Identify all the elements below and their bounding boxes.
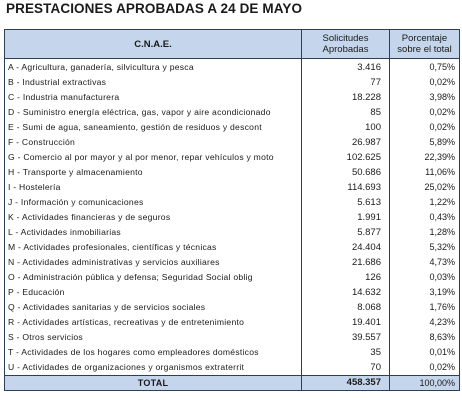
row-percentage: 8,63%	[390, 330, 460, 345]
table-row	[5, 135, 460, 150]
row-label: I - Hostelería	[5, 180, 302, 195]
row-value: 26.987	[302, 135, 390, 150]
row-label: R - Actividades artísticas, recreativas y de entretenimiento	[5, 315, 302, 330]
table-row	[5, 180, 460, 195]
table-row	[5, 285, 460, 300]
row-percentage: 1,22%	[390, 195, 460, 210]
row-percentage: 0,02%	[390, 120, 460, 135]
row-value: 5.877	[302, 225, 390, 240]
total-row	[5, 376, 460, 391]
row-value: 18.228	[302, 90, 390, 105]
row-label: P - Educación	[5, 285, 302, 300]
row-label: F - Construcción	[5, 135, 302, 150]
row-label: H - Transporte y almacenamiento	[5, 165, 302, 180]
row-percentage: 0,02%	[390, 360, 460, 376]
row-percentage: 0,01%	[390, 345, 460, 360]
row-value: 35	[302, 345, 390, 360]
table-row	[5, 59, 460, 76]
row-value: 39.557	[302, 330, 390, 345]
row-percentage: 0,03%	[390, 270, 460, 285]
row-percentage: 0,02%	[390, 105, 460, 120]
row-percentage: 0,75%	[390, 59, 460, 76]
row-percentage: 0,43%	[390, 210, 460, 225]
row-label: E - Sumi de agua, saneamiento, gestión de residuos y descont	[5, 120, 302, 135]
table-row	[5, 270, 460, 285]
table-row	[5, 75, 460, 90]
row-percentage: 22,39%	[390, 150, 460, 165]
row-label: B - Industrial extractivas	[5, 75, 302, 90]
row-percentage: 0,02%	[390, 75, 460, 90]
header-solicitudes-line2: Aprobadas	[322, 44, 369, 55]
table-row	[5, 240, 460, 255]
row-percentage: 5,89%	[390, 135, 460, 150]
row-value: 102.625	[302, 150, 390, 165]
table-row	[5, 330, 460, 345]
row-label: M - Actividades profesionales, científicas y técnicas	[5, 240, 302, 255]
row-label: O - Administración pública y defensa; Seguridad Social oblig	[5, 270, 302, 285]
row-label: K - Actividades financieras y de seguros	[5, 210, 302, 225]
total-label: TOTAL	[5, 376, 302, 391]
row-value: 8.068	[302, 300, 390, 315]
prestaciones-table	[4, 29, 460, 391]
header-solicitudes-line1: Solicitudes	[322, 33, 369, 44]
row-percentage: 5,32%	[390, 240, 460, 255]
header-porcentaje	[390, 30, 460, 59]
table-row	[5, 210, 460, 225]
row-label: C - Industria manufacturera	[5, 90, 302, 105]
row-value: 1.991	[302, 210, 390, 225]
table-row	[5, 165, 460, 180]
table-row	[5, 150, 460, 165]
row-value: 77	[302, 75, 390, 90]
row-value: 14.632	[302, 285, 390, 300]
row-percentage: 1,76%	[390, 300, 460, 315]
table-row	[5, 360, 460, 376]
row-value: 126	[302, 270, 390, 285]
row-value: 114.693	[302, 180, 390, 195]
page-title: PRESTACIONES APROBADAS A 24 DE MAYO	[6, 1, 303, 16]
table-body	[5, 59, 460, 376]
table-row	[5, 300, 460, 315]
row-label: D - Suministro energía eléctrica, gas, vapor y aire acondicionado	[5, 105, 302, 120]
table-row	[5, 105, 460, 120]
header-porcentaje-line1: Porcentaje	[401, 33, 448, 44]
header-cnae: C.N.A.E.	[5, 30, 302, 59]
row-label: Q - Actividades sanitarias y de servicios sociales	[5, 300, 302, 315]
row-label: S - Otros servicios	[5, 330, 302, 345]
row-value: 19.401	[302, 315, 390, 330]
table-row	[5, 315, 460, 330]
row-percentage: 3,19%	[390, 285, 460, 300]
row-value: 5.613	[302, 195, 390, 210]
row-value: 100	[302, 120, 390, 135]
table-row	[5, 255, 460, 270]
table-header-row	[5, 30, 460, 59]
row-label: U - Actividades de organizaciones y organismos extraterrit	[5, 360, 302, 376]
row-percentage: 4,73%	[390, 255, 460, 270]
row-label: L - Actividades inmobiliarias	[5, 225, 302, 240]
table-row	[5, 225, 460, 240]
row-label: J - Información y comunicaciones	[5, 195, 302, 210]
row-label: N - Actividades administrativas y servicios auxiliares	[5, 255, 302, 270]
table-row	[5, 90, 460, 105]
row-percentage: 1,28%	[390, 225, 460, 240]
row-label: A - Agricultura, ganadería, silvicultura y pesca	[5, 59, 302, 76]
row-label: T - Actividades de los hogares como empleadores domésticos	[5, 345, 302, 360]
row-value: 21.686	[302, 255, 390, 270]
row-value: 85	[302, 105, 390, 120]
row-value: 50.686	[302, 165, 390, 180]
table-row	[5, 345, 460, 360]
total-percentage: 100,00%	[390, 376, 460, 391]
row-value: 24.404	[302, 240, 390, 255]
row-percentage: 25,02%	[390, 180, 460, 195]
row-percentage: 11,06%	[390, 165, 460, 180]
table-row	[5, 120, 460, 135]
header-porcentaje-line2: sobre el total	[397, 44, 452, 55]
row-percentage: 4,23%	[390, 315, 460, 330]
total-value: 458.357	[302, 376, 390, 391]
row-value: 70	[302, 360, 390, 376]
header-solicitudes	[302, 30, 390, 59]
row-percentage: 3,98%	[390, 90, 460, 105]
table-row	[5, 195, 460, 210]
row-value: 3.416	[302, 59, 390, 76]
row-label: G - Comercio al por mayor y al por menor, repar vehículos y moto	[5, 150, 302, 165]
